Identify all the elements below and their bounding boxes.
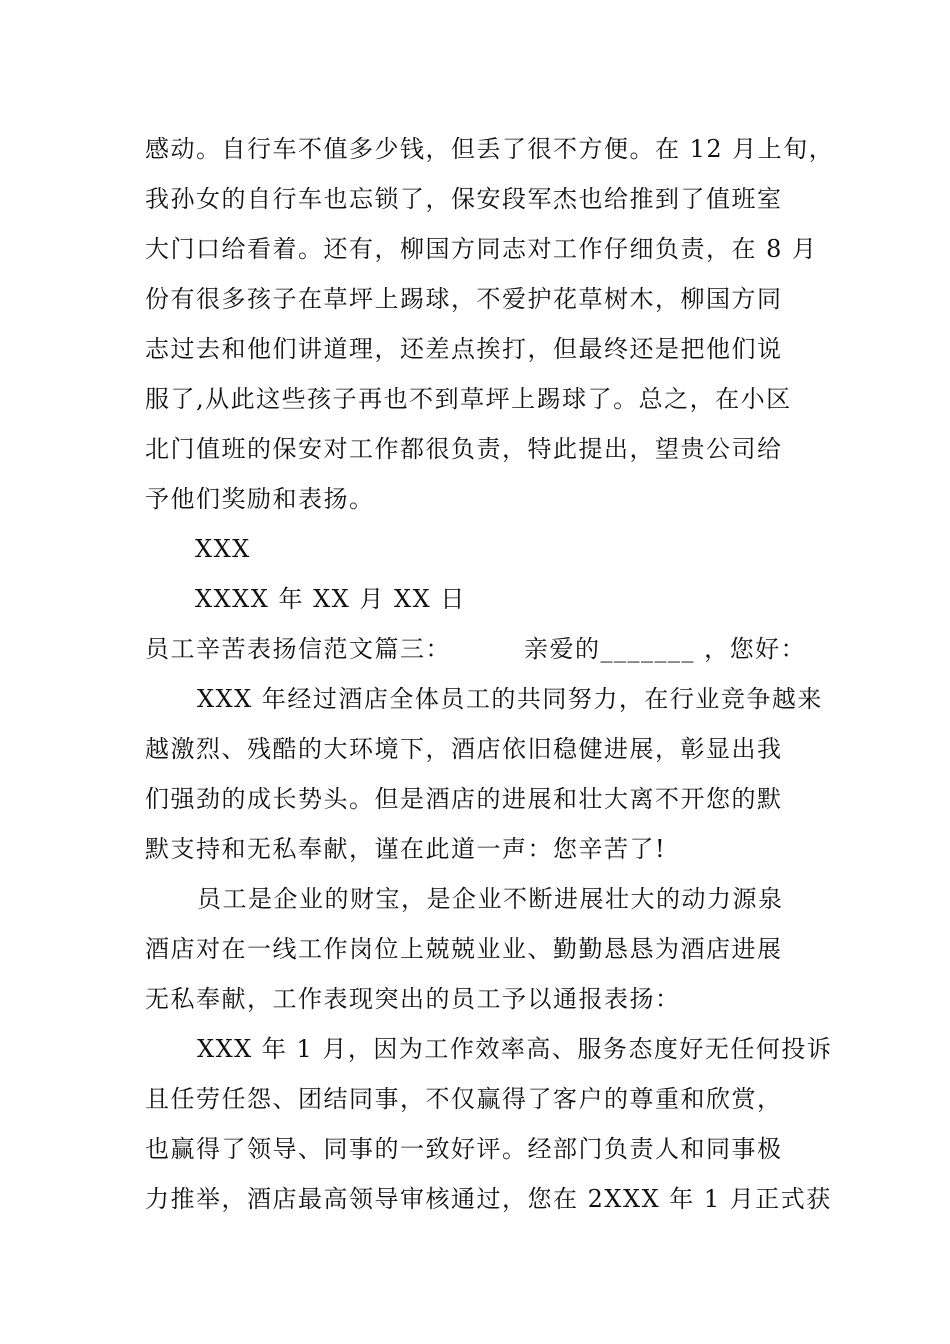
signature-name: XXX	[195, 535, 251, 563]
text-line: 且任劳任怨、团结同事，不仅赢得了客户的尊重和欣赏，	[145, 1085, 783, 1113]
text-line: 越激烈、残酷的大环境下，酒店依旧稳健进展，彰显出我	[145, 735, 783, 763]
text-line: 无私奉献，工作表现突出的员工予以通报表扬：	[145, 985, 681, 1013]
text-line: 份有很多孩子在草坪上踢球，不爱护花草树木，柳国方同	[145, 285, 783, 313]
section-heading: 员工辛苦表扬信范文篇三： 亲爱的_______ ，您好：	[145, 635, 807, 663]
text-line: 大门口给看着。还有，柳国方同志对工作仔细负责，在 8 月	[145, 235, 818, 263]
text-line: 我孙女的自行车也忘锁了，保安段军杰也给推到了值班室	[145, 185, 783, 213]
text-line: 予他们奖励和表扬。	[145, 485, 375, 513]
text-line: 员工是企业的财宝，是企业不断进展壮大的动力源泉	[197, 885, 784, 913]
text-line: 力推举，酒店最高领导审核通过，您在 2XXX 年 1 月正式获	[145, 1185, 832, 1213]
text-line: 酒店对在一线工作岗位上兢兢业业、勤勤恳恳为酒店进展	[145, 935, 783, 963]
text-line: 服了,从此这些孩子再也不到草坪上踢球了。总之，在小区	[145, 385, 792, 413]
signature-date: XXXX 年 XX 月 XX 日	[195, 585, 466, 613]
text-line: 们强劲的成长势头。但是酒店的进展和壮大离不开您的默	[145, 785, 783, 813]
text-line: 感动。自行车不值多少钱，但丢了很不方便。在 12 月上旬，	[145, 135, 835, 163]
text-line: 默支持和无私奉献，谨在此道一声：您辛苦了!	[145, 835, 667, 863]
text-line: XXX 年经过酒店全体员工的共同努力，在行业竞争越来	[197, 685, 823, 713]
text-line: XXX 年 1 月，因为工作效率高、服务态度好无任何投诉	[197, 1035, 833, 1063]
text-line: 也赢得了领导、同事的一致好评。经部门负责人和同事极	[145, 1135, 783, 1163]
text-line: 北门值班的保安对工作都很负责，特此提出，望贵公司给	[145, 435, 783, 463]
text-line: 志过去和他们讲道理，还差点挨打，但最终还是把他们说	[145, 335, 783, 363]
